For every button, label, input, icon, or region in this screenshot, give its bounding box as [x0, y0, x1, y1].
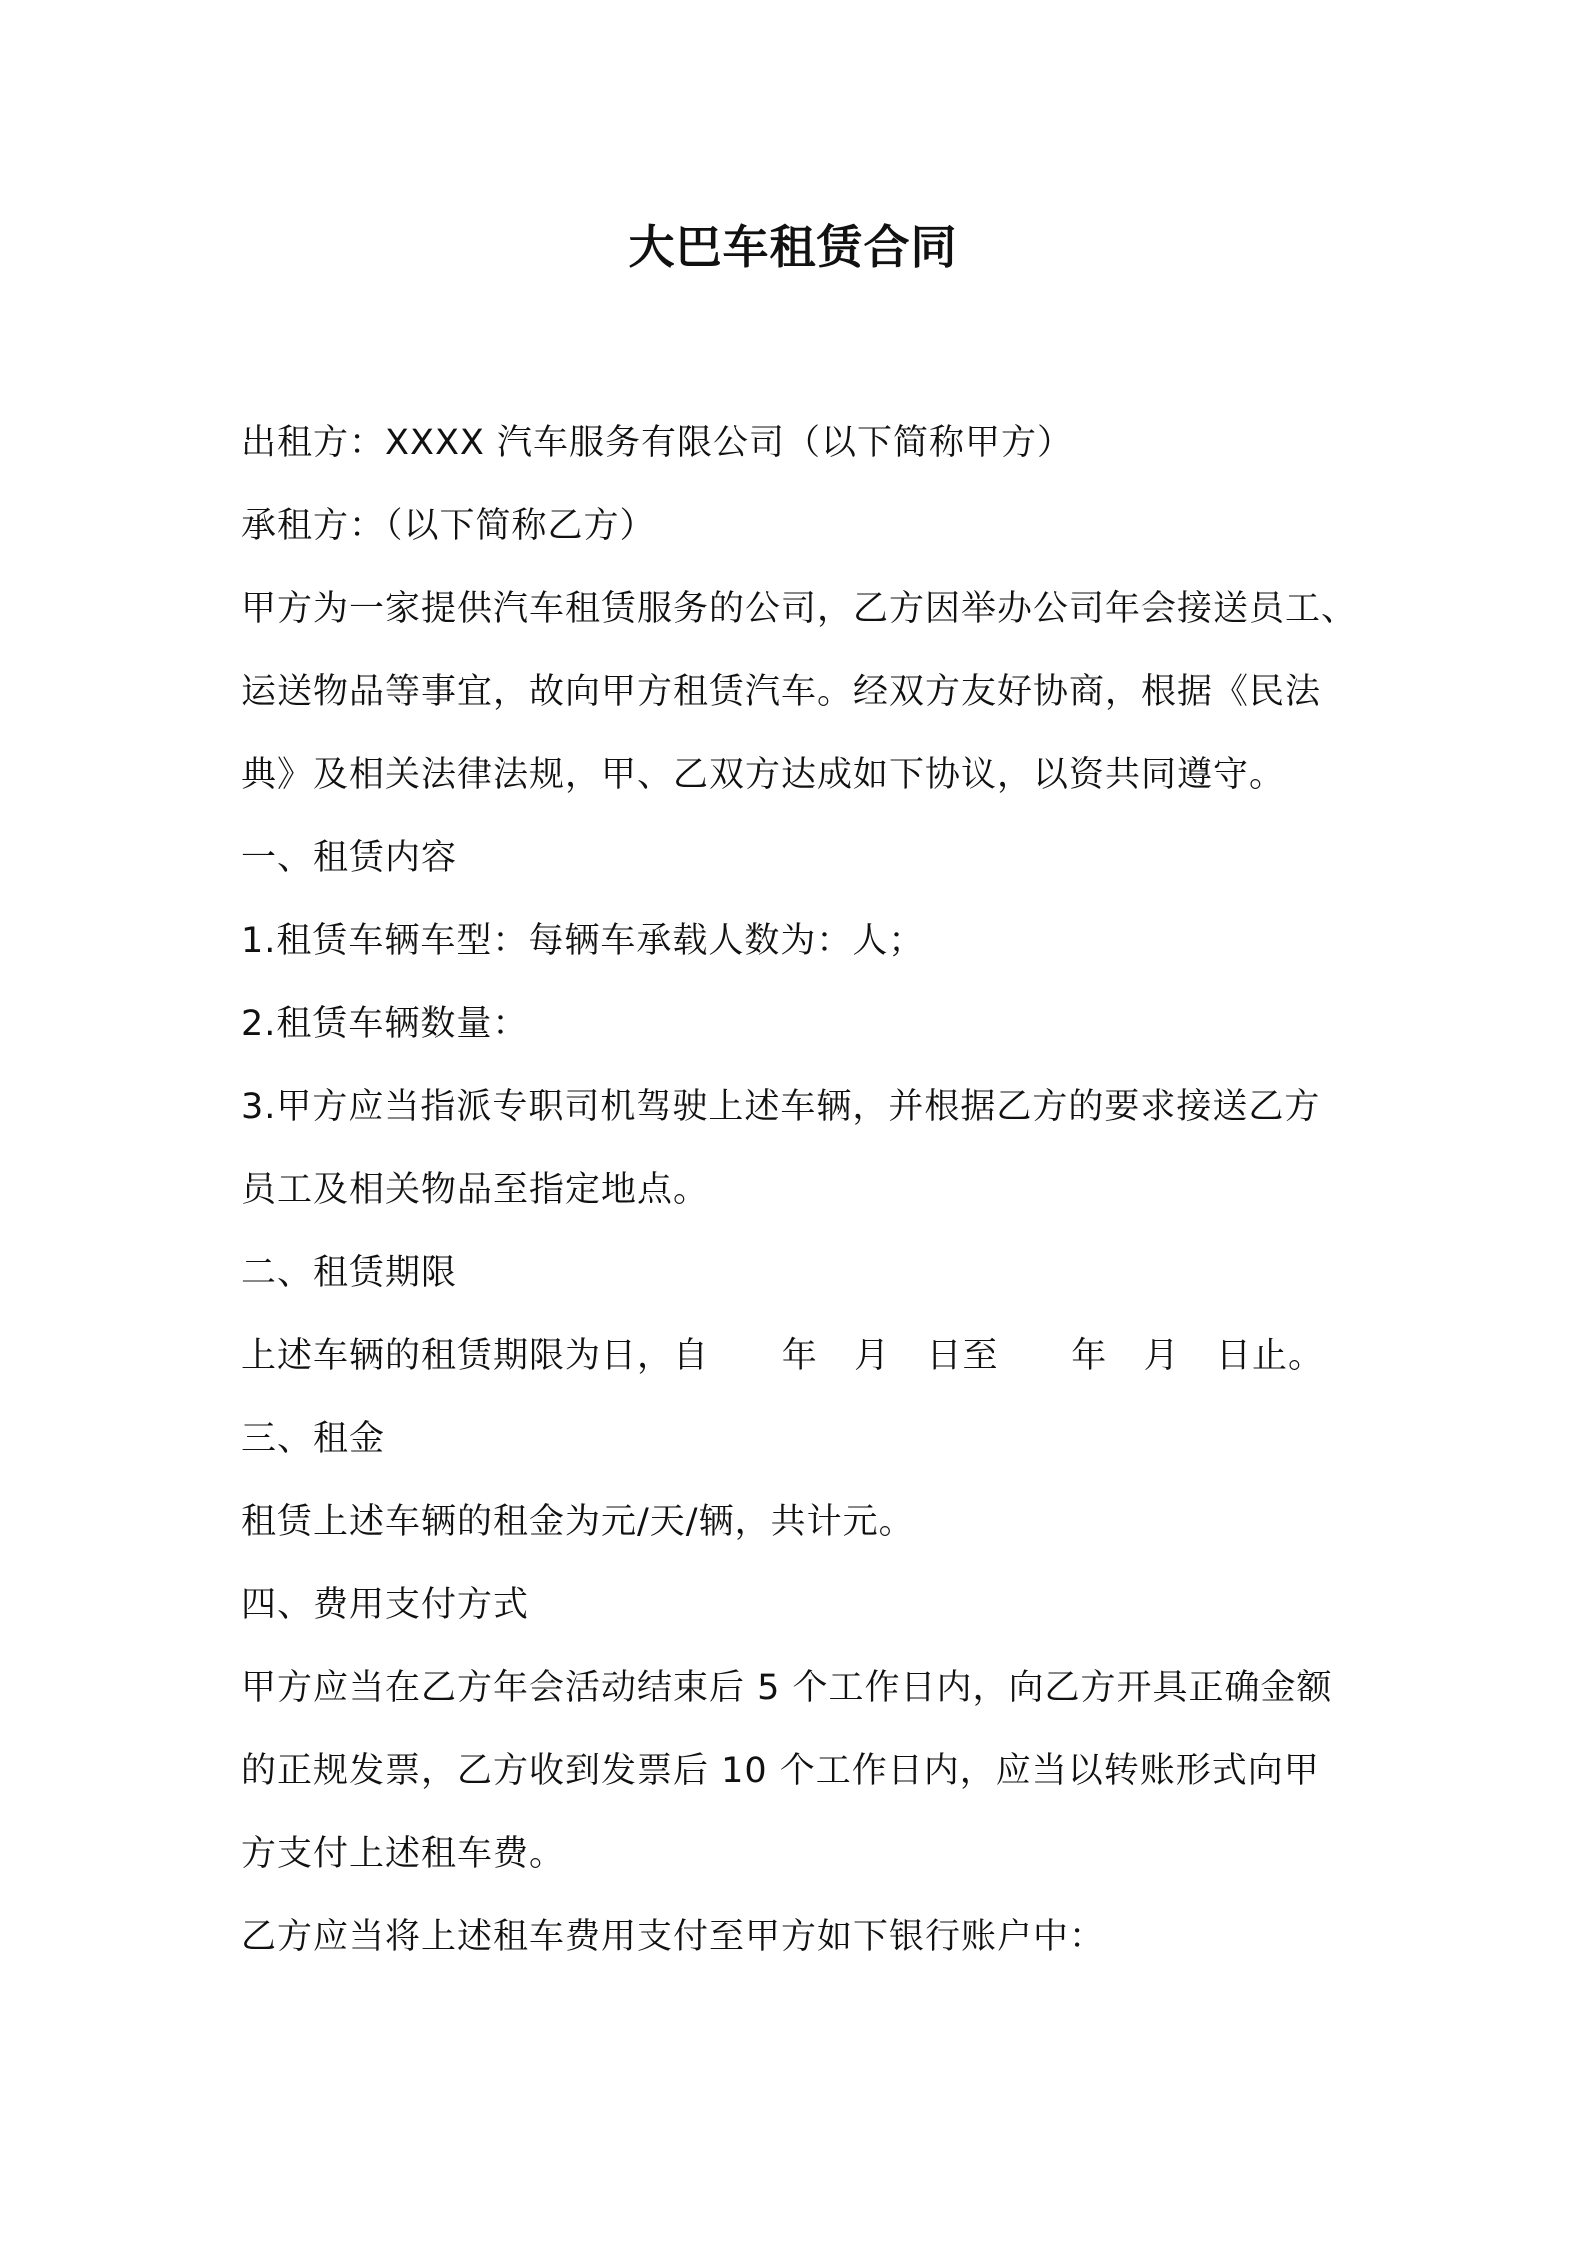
section-heading-payment: 四、费用支付方式 [241, 1585, 530, 1625]
party-lessee-line: 承租方：（以下简称乙方） [241, 506, 656, 546]
clause-line: 3.甲方应当指派专职司机驾驶上述车辆，并根据乙方的要求接送乙方 [241, 1087, 1321, 1127]
preamble-line: 运送物品等事宜，故向甲方租赁汽车。经双方友好协商，根据《民法 [241, 672, 1322, 712]
clause-line: 上述车辆的租赁期限为日，自 年 月 日至 年 月 日止。 [241, 1336, 1325, 1376]
clause-line: 2.租赁车辆数量： [241, 1004, 529, 1044]
clause-line: 1.租赁车辆车型：每辆车承载人数为：人； [241, 921, 925, 961]
preamble-line: 甲方为一家提供汽车租赁服务的公司，乙方因举办公司年会接送员工、 [241, 589, 1358, 629]
section-heading-lease-content: 一、租赁内容 [241, 838, 458, 878]
clause-line: 租赁上述车辆的租金为元/天/辆，共计元。 [241, 1502, 915, 1542]
clause-line: 员工及相关物品至指定地点。 [241, 1170, 710, 1210]
clause-line: 乙方应当将上述租车费用支付至甲方如下银行账户中： [241, 1917, 1106, 1957]
section-heading-lease-term: 二、租赁期限 [241, 1253, 458, 1293]
clause-line: 方支付上述租车费。 [241, 1834, 566, 1874]
clause-line: 甲方应当在乙方年会活动结束后 5 个工作日内，向乙方开具正确金额 [241, 1668, 1333, 1708]
document-title: 大巴车租赁合同 [628, 220, 958, 274]
document-body [241, 402, 1381, 1979]
preamble-line: 典》及相关法律法规，甲、乙双方达成如下协议，以资共同遵守。 [241, 755, 1286, 795]
section-heading-rent: 三、租金 [241, 1419, 386, 1459]
clause-line: 的正规发票，乙方收到发票后 10 个工作日内，应当以转账形式向甲 [241, 1751, 1320, 1791]
party-lessor-line: 出租方：XXXX 汽车服务有限公司（以下简称甲方） [241, 423, 1074, 463]
